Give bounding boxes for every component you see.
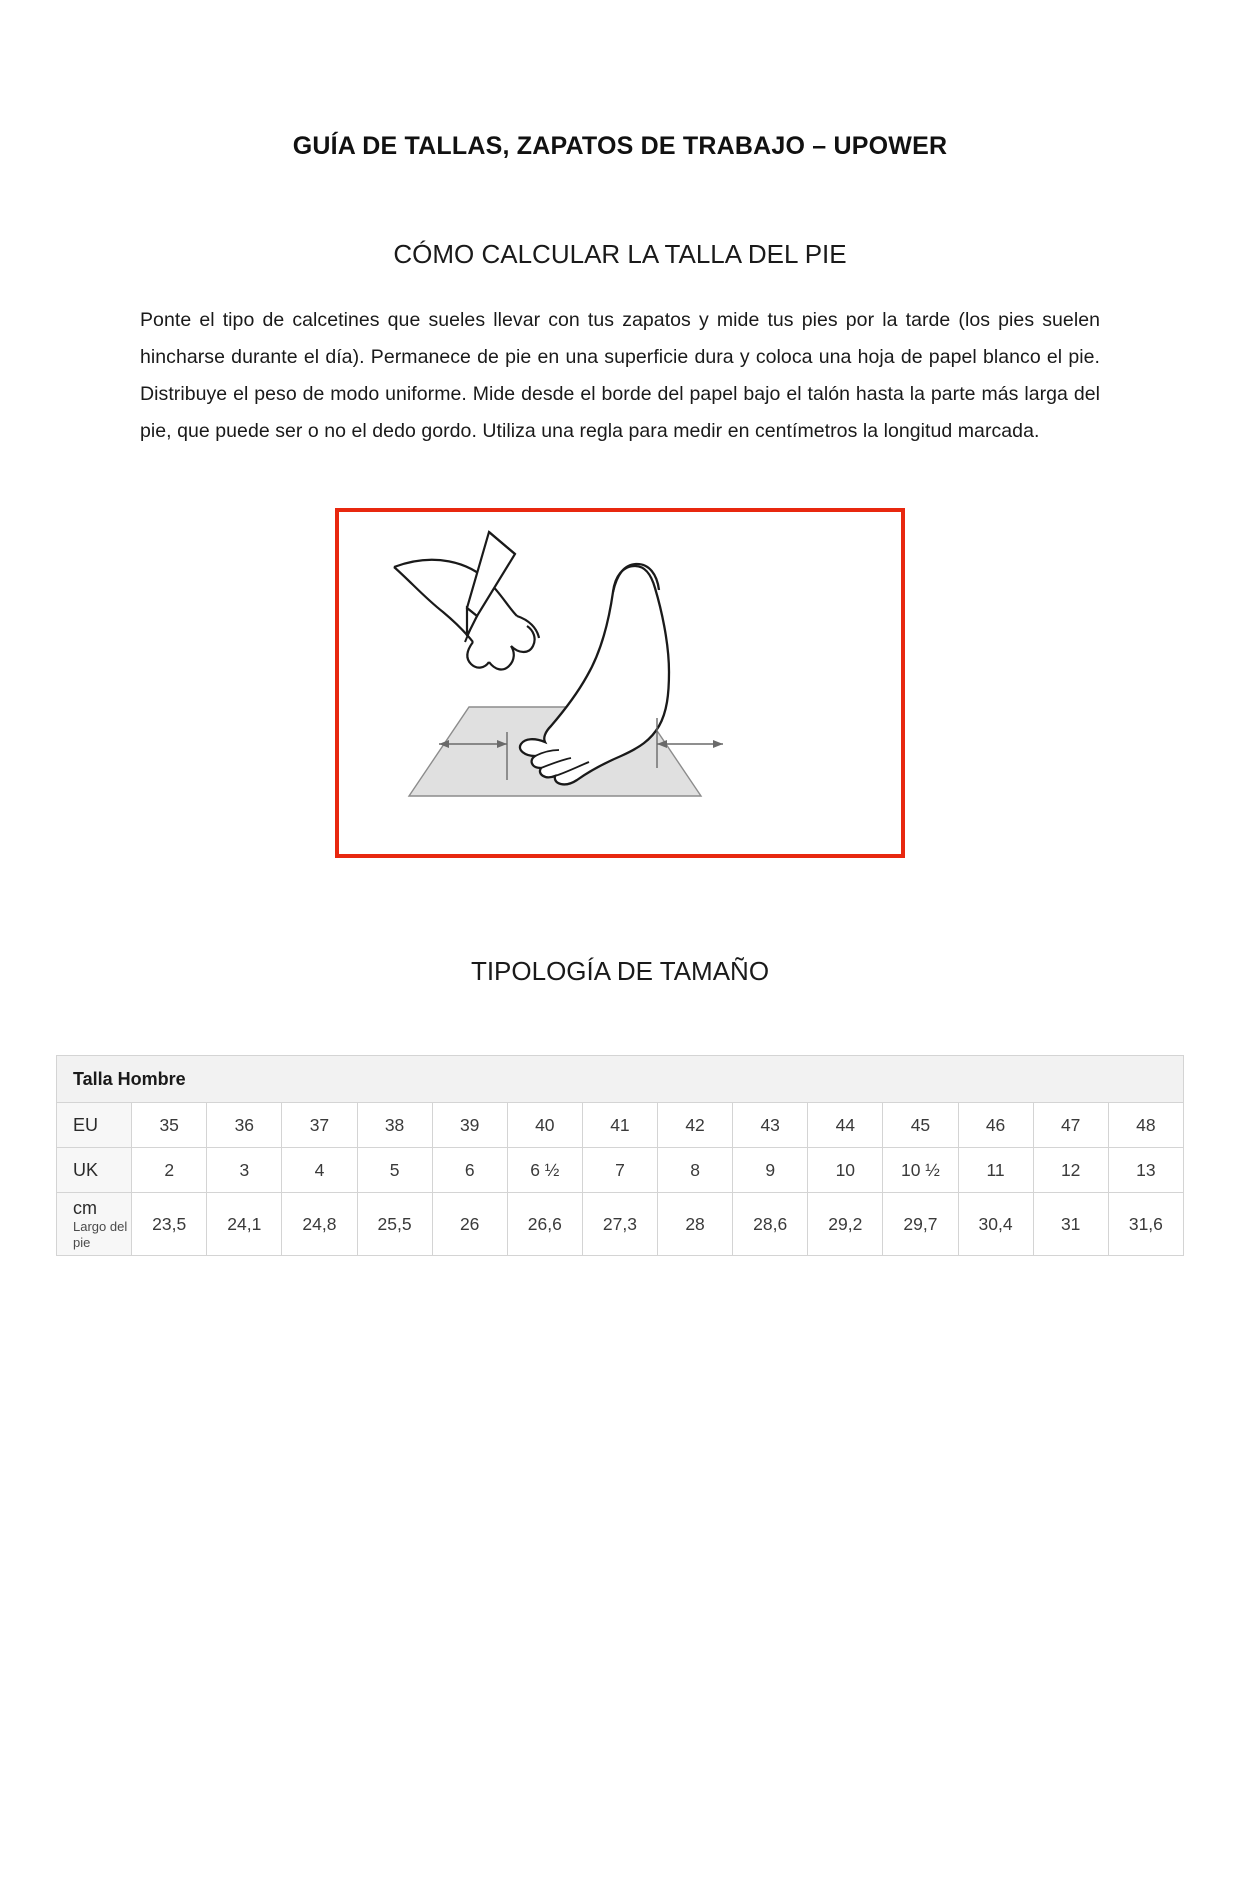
cell-uk-10: 10 ½ (883, 1148, 958, 1193)
cell-uk-2: 4 (282, 1148, 357, 1193)
cell-cm-11: 30,4 (958, 1193, 1033, 1256)
cell-eu-2: 37 (282, 1103, 357, 1148)
arm-bottom-line (394, 567, 473, 642)
cell-uk-8: 9 (733, 1148, 808, 1193)
row-label-uk: UK (57, 1148, 132, 1193)
cell-cm-5: 26,6 (507, 1193, 582, 1256)
row-label-cm-main: cm (73, 1197, 97, 1218)
table-row (57, 1103, 1184, 1148)
size-table (56, 1055, 1184, 1256)
cell-cm-13: 31,6 (1108, 1193, 1183, 1256)
cell-uk-7: 8 (658, 1148, 733, 1193)
cell-uk-0: 2 (132, 1148, 207, 1193)
cell-cm-12: 31 (1033, 1193, 1108, 1256)
section-heading-size-typology: TIPOLOGÍA DE TAMAÑO (470, 956, 770, 986)
cell-eu-3: 38 (357, 1103, 432, 1148)
arrow-head-right-b (713, 740, 723, 748)
document-page (0, 132, 1240, 1886)
cell-eu-7: 42 (658, 1103, 733, 1148)
cell-eu-13: 48 (1108, 1103, 1183, 1148)
thumb-line (467, 642, 489, 668)
cell-uk-11: 11 (958, 1148, 1033, 1193)
cell-uk-4: 6 (432, 1148, 507, 1193)
cell-eu-1: 36 (207, 1103, 282, 1148)
cell-eu-9: 44 (808, 1103, 883, 1148)
foot-tracing-illustration (335, 508, 905, 858)
cell-uk-9: 10 (808, 1148, 883, 1193)
cell-cm-3: 25,5 (357, 1193, 432, 1256)
instructions-paragraph: Ponte el tipo de calcetines que sueles llevar con tus zapatos y mide tus pies por la tarde (los pies suelen hincharse durante el día). Permanece de pie en una superficie dura y coloca una hoja de papel blanco el pie. Distribuye el peso de modo uniforme. Mide desde el borde del papel bajo el talón hasta la parte más larga del pie, que puede ser o no el dedo gordo. Utiliza una regla para medir en centímetros la longitud marcada. (140, 309, 1100, 442)
table-row (57, 1193, 1184, 1256)
cell-eu-12: 47 (1033, 1103, 1108, 1148)
cell-cm-4: 26 (432, 1193, 507, 1256)
table-header-label: Talla Hombre (57, 1056, 1184, 1103)
cell-eu-5: 40 (507, 1103, 582, 1148)
page-title: GUÍA DE TALLAS, ZAPATOS DE TRABAJO – UPOWER (292, 132, 948, 160)
section-heading-how-to-measure: CÓMO CALCULAR LA TALLA DEL PIE (393, 239, 847, 269)
cell-cm-9: 29,2 (808, 1193, 883, 1256)
finger-line-1 (489, 646, 514, 669)
row-label-cm-sub: Largo del pie (73, 1218, 128, 1250)
cell-uk-13: 13 (1108, 1148, 1183, 1193)
cell-uk-6: 7 (582, 1148, 657, 1193)
cell-uk-5: 6 ½ (507, 1148, 582, 1193)
cell-cm-7: 28 (658, 1193, 733, 1256)
figure-container (140, 508, 1100, 858)
cell-cm-0: 23,5 (132, 1193, 207, 1256)
row-label-cm (57, 1193, 132, 1256)
cell-uk-12: 12 (1033, 1148, 1108, 1193)
cell-eu-4: 39 (432, 1103, 507, 1148)
table-header-row (57, 1056, 1184, 1103)
cell-cm-6: 27,3 (582, 1193, 657, 1256)
cell-uk-3: 5 (357, 1148, 432, 1193)
cell-cm-2: 24,8 (282, 1193, 357, 1256)
cell-cm-1: 24,1 (207, 1193, 282, 1256)
cell-cm-10: 29,7 (883, 1193, 958, 1256)
cell-eu-8: 43 (733, 1103, 808, 1148)
size-table-container (56, 1055, 1184, 1256)
foot-tracing-svg (339, 512, 901, 854)
cell-eu-0: 35 (132, 1103, 207, 1148)
cell-eu-6: 41 (582, 1103, 657, 1148)
finger-line-2 (511, 626, 535, 652)
cell-cm-8: 28,6 (733, 1193, 808, 1256)
cell-eu-11: 46 (958, 1103, 1033, 1148)
cell-eu-10: 45 (883, 1103, 958, 1148)
cell-uk-1: 3 (207, 1148, 282, 1193)
table-row (57, 1148, 1184, 1193)
row-label-eu: EU (57, 1103, 132, 1148)
